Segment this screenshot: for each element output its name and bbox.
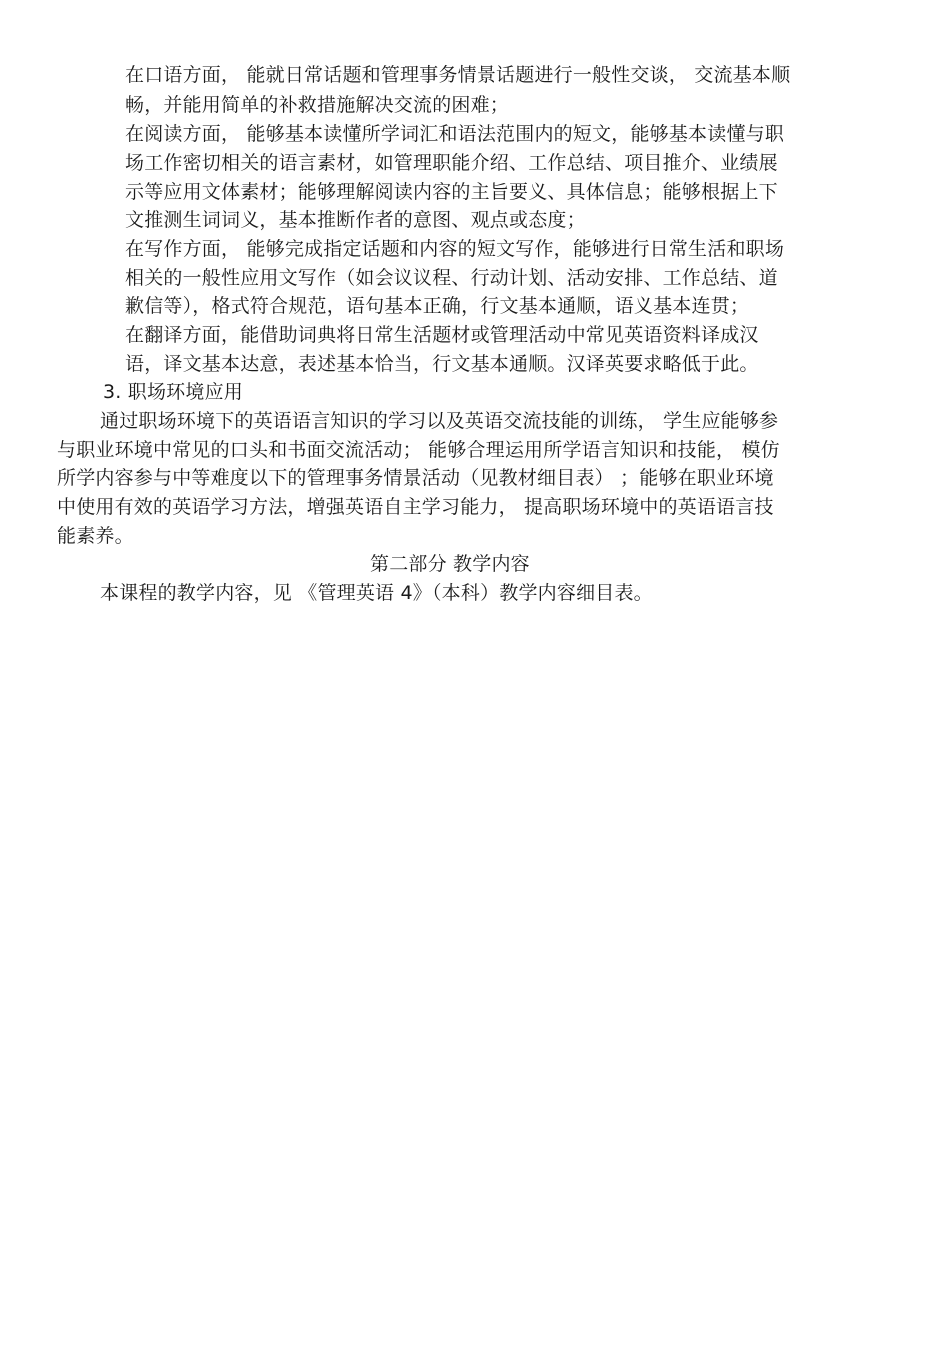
translation-line-2: 语，译文基本达意，表述基本恰当，行文基本通顺。汉译英要求略低于此。 — [125, 353, 759, 375]
workplace-paragraph-line-5: 能素养。 — [57, 525, 134, 547]
writing-line-3: 歉信等），格式符合规范，语句基本正确，行文基本通顺，语义基本连贯； — [125, 295, 750, 317]
workplace-paragraph-line-4: 中使用有效的英语学习方法，增强英语自主学习能力， 提高职场环境中的英语语言技 — [57, 496, 774, 518]
part-two-title: 第二部分 教学内容 — [370, 553, 530, 575]
reading-line-4: 文推测生词词义，基本推断作者的意图、观点或态度； — [125, 209, 586, 231]
workplace-paragraph-line-1: 通过职场环境下的英语语言知识的学习以及英语交流技能的训练， 学生应能够参 — [100, 410, 779, 432]
writing-line-2: 相关的一般性应用文写作（如会议议程、行动计划、活动安排、工作总结、道 — [125, 267, 778, 289]
speaking-line-1: 在口语方面， 能就日常话题和管理事务情景话题进行一般性交谈， 交流基本顺 — [125, 64, 791, 86]
reading-line-1: 在阅读方面， 能够基本读懂所学词汇和语法范围内的短文，能够基本读懂与职 — [125, 123, 785, 145]
workplace-paragraph-line-2: 与职业环境中常见的口头和书面交流活动； 能够合理运用所学语言知识和技能， 模仿 — [57, 439, 780, 461]
reading-line-3: 示等应用文体素材；能够理解阅读内容的主旨要义、具体信息；能够根据上下 — [125, 181, 778, 203]
section-heading-3: 3. 职场环境应用 — [103, 381, 243, 403]
writing-line-1: 在写作方面， 能够完成指定话题和内容的短文写作，能够进行日常生活和职场 — [125, 238, 785, 260]
reading-line-2: 场工作密切相关的语言素材，如管理职能介绍、工作总结、项目推介、业绩展 — [125, 152, 778, 174]
translation-line-1: 在翻译方面，能借助词典将日常生活题材或管理活动中常见英语资料译成汉 — [125, 324, 759, 346]
workplace-paragraph-line-3: 所学内容参与中等难度以下的管理事务情景活动（见教材细目表） ；能够在职业环境 — [57, 467, 774, 489]
part-two-text: 本课程的教学内容，见 《管理英语 4》（本科）教学内容细目表。 — [100, 582, 653, 604]
speaking-line-2: 畅，并能用简单的补救措施解决交流的困难； — [125, 94, 510, 116]
